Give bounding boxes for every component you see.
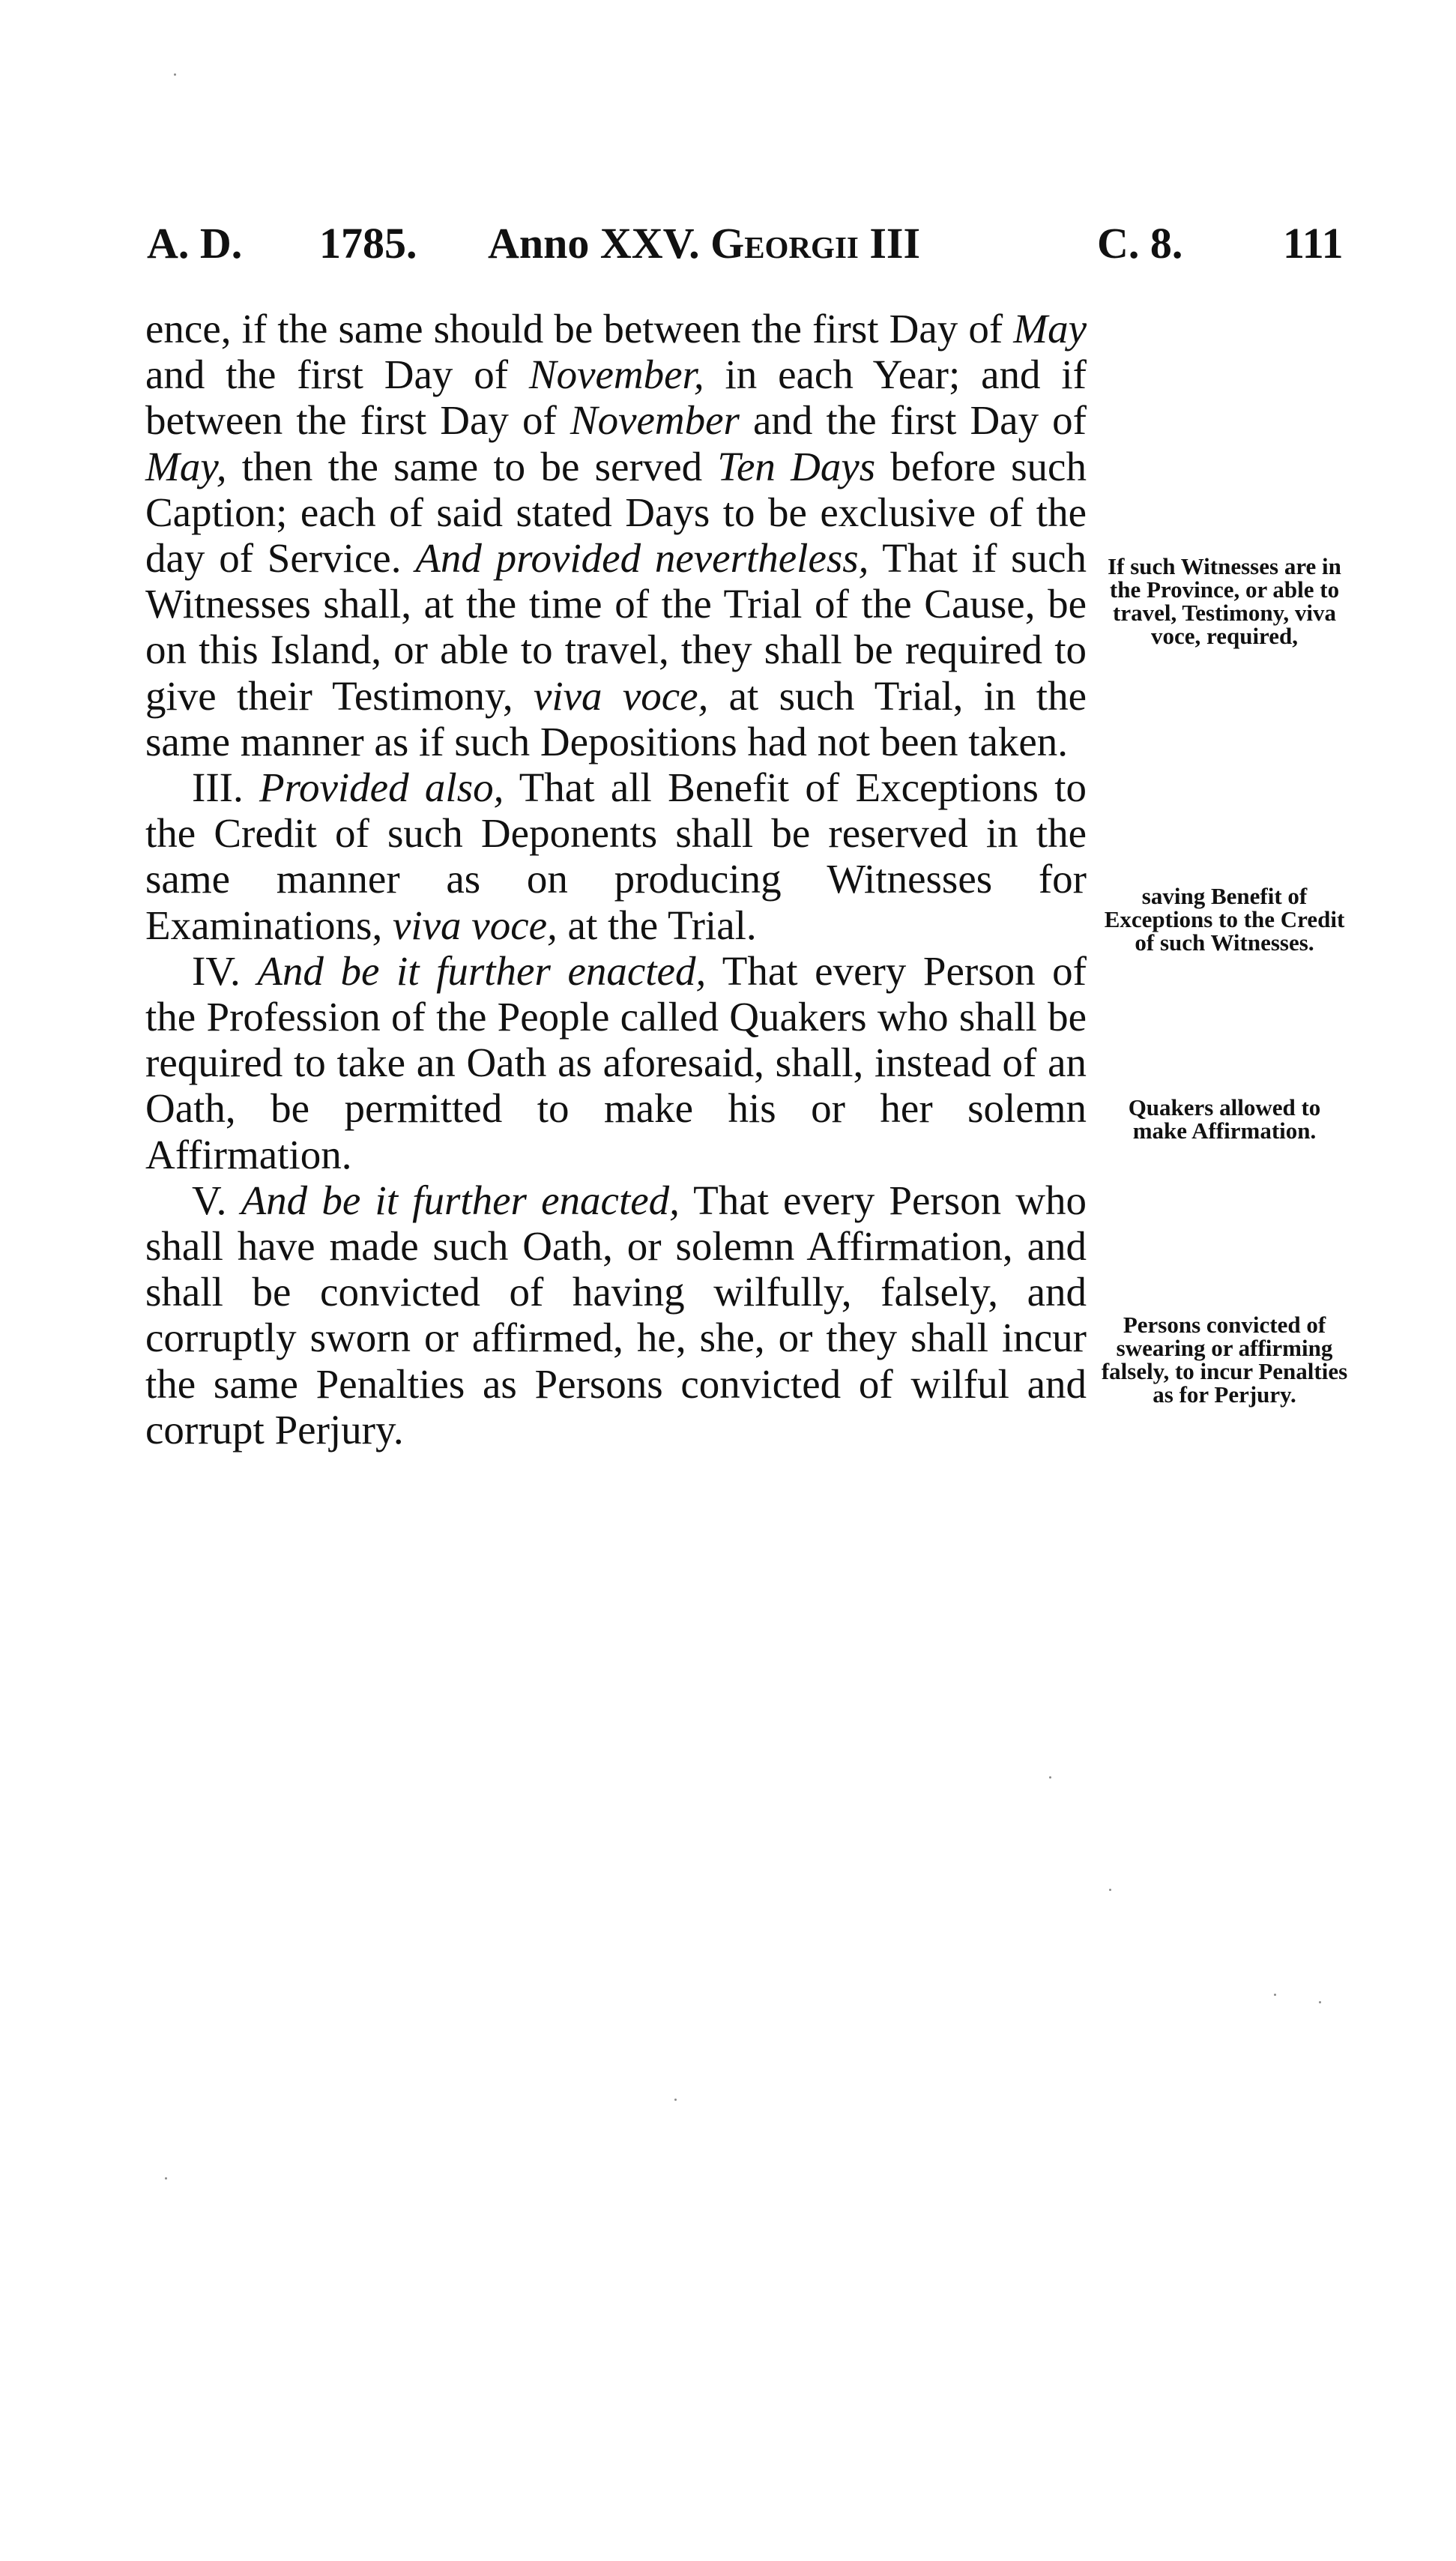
page-number: 111 xyxy=(1283,219,1344,268)
italic-text-run: November xyxy=(570,397,740,444)
margin-note-quakers: Quakers allowed to make Affirmation. xyxy=(1128,1094,1321,1144)
print-speck xyxy=(1109,1889,1111,1891)
italic-text-run: And be it further enacted, xyxy=(257,947,707,994)
text-run: before such Caption; each of said stated Days to be exclusive of the day of Service. xyxy=(145,443,1087,582)
paragraph-continuation xyxy=(145,306,1087,764)
italic-text-run: May, xyxy=(145,443,227,489)
header-anno-text: Anno XXV. xyxy=(488,219,711,268)
header-ad: A. D. xyxy=(147,219,243,268)
section-iv xyxy=(145,948,1087,1177)
text-run: That if such Witnesses shall, at the time of the Trial of the Cause, be on this Island, or able to travel, they shall be required to give their Testimony, xyxy=(145,535,1087,719)
margin-note-perjury: Persons convicted of swearing or affirming falsely, to incur Penalties as for Perjury. xyxy=(1101,1312,1348,1408)
italic-text-run: Ten Days xyxy=(717,443,876,489)
text-run: at such Trial, in the same manner as if such Depositions had not been taken. xyxy=(145,672,1087,764)
header-anno xyxy=(488,217,920,270)
text-run: at the Trial. xyxy=(557,902,757,948)
print-speck xyxy=(1049,1776,1051,1779)
italic-text-run: And provided nevertheless, xyxy=(415,535,869,582)
text-run: and the first Day of xyxy=(739,397,1087,444)
text-run: That every Person who shall have made such Oath, or solemn Affirmation, and shall be convicted of having wilfully, falsely, and corruptly sworn or affirmed, he, she, or they shall incur the same Penalties as Persons convicted of wilful and corrupt Perjury. xyxy=(145,1177,1087,1453)
text-run: then the same to be served xyxy=(226,443,718,489)
section-v xyxy=(145,1177,1087,1453)
running-header xyxy=(147,217,1355,270)
print-speck xyxy=(674,2099,677,2101)
section-iii xyxy=(145,764,1087,948)
print-speck xyxy=(1319,2001,1321,2003)
text-run: IV. xyxy=(192,947,258,994)
italic-text-run: Provided also, xyxy=(259,764,504,811)
text-run: V. xyxy=(192,1177,241,1223)
italic-text-run: viva voce, xyxy=(392,902,558,948)
italic-text-run: viva voce, xyxy=(533,672,709,719)
italic-text-run: May xyxy=(1013,306,1087,352)
header-year: 1785. xyxy=(319,219,417,268)
margin-note-exceptions: saving Benefit of Exceptions to the Credit of such Witnesses. xyxy=(1104,883,1345,956)
print-speck xyxy=(1274,1994,1276,1996)
print-speck xyxy=(165,2177,167,2180)
print-speck xyxy=(174,73,176,76)
header-chapter: C. 8. xyxy=(1097,219,1183,268)
margin-note-witnesses: If such Witnesses are in the Province, or able to travel, Testimony, viva voce, required, xyxy=(1108,553,1341,649)
text-run: in each Year; and if between the first Day of xyxy=(145,352,1087,444)
text-run: and the first Day of xyxy=(145,352,529,398)
text-run: That all Benefit of Exceptions to the Credit of such Deponents shall be reserved in the same manner as on producing Witnesses for Examinations, xyxy=(145,764,1087,948)
text-run: ence, if the same should be between the first Day of xyxy=(145,306,1014,352)
text-run: III. xyxy=(192,764,260,811)
italic-text-run: And be it further enacted, xyxy=(241,1177,680,1223)
header-reign: Georgii III xyxy=(710,219,921,268)
text-run: That every Person of the Profession of the People called Quakers who shall be required to take an Oath as aforesaid, shall, instead of an Oath, be permitted to make his or her solemn Affirmation. xyxy=(145,947,1087,1177)
body-text xyxy=(145,306,1087,1453)
italic-text-run: November, xyxy=(528,352,704,398)
